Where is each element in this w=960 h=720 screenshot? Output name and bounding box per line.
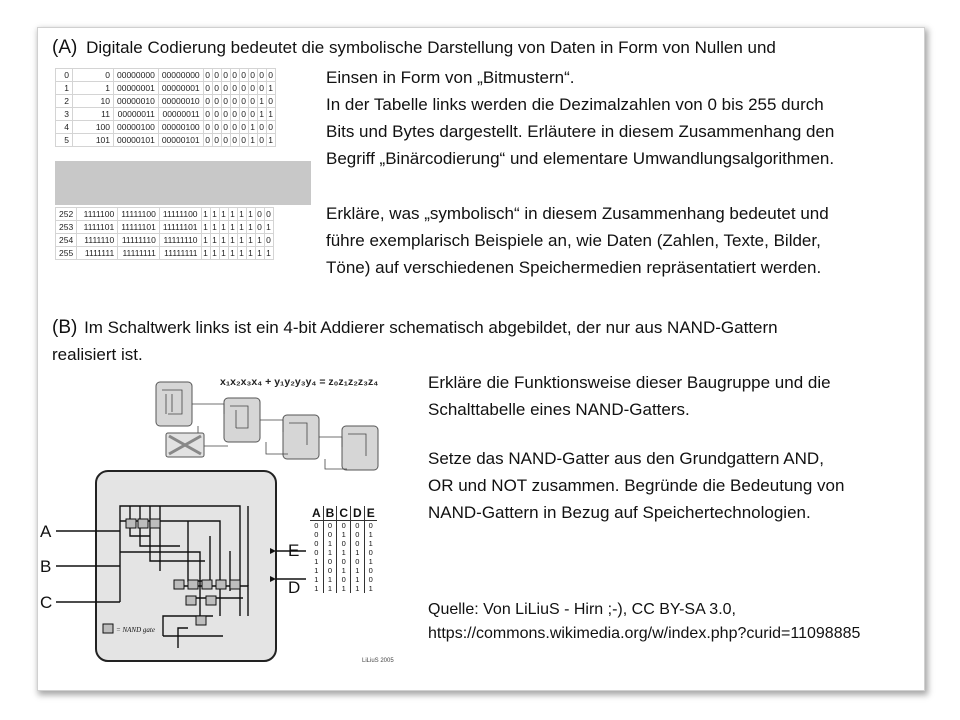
nand-gate [206,596,216,605]
adder-block-2 [224,398,260,442]
table-cell: 0 [257,134,266,147]
table-cell: 00000101 [158,134,203,147]
diagram-credit: LiLiuS 2005 [362,658,394,664]
truth-table [310,506,377,593]
table-cell: 0 [248,82,257,95]
table-cell: 00000001 [114,82,159,95]
truth-cell: 1 [314,575,319,584]
truth-cell: 1 [323,539,337,548]
table-cell: 00000100 [114,121,159,134]
table-cell: 0 [239,95,248,108]
text-line: Bits und Bytes dargestellt. Erläutere in diesem Zusammenhang den [326,122,835,141]
text-line: Erkläre die Funktionsweise dieser Baugruppe und die [428,373,831,392]
table-cell: 11 [73,108,114,121]
table-cell: 1 [266,82,275,95]
table-cell: 11111100 [159,208,201,221]
table-cell: 0 [230,121,239,134]
truth-cell: 1 [314,566,319,575]
output-label-d: D [288,578,301,597]
table-cell: 0 [212,82,221,95]
table-cell: 0 [212,69,221,82]
nand-gate [230,580,240,589]
truth-cell: 1 [323,575,337,584]
nand-gate [216,580,226,589]
nand-gate [186,596,196,605]
truth-cell: 0 [351,530,365,539]
table-cell: 00000010 [114,95,159,108]
truth-cell: 0 [364,575,377,584]
table-cell: 1 [266,134,275,147]
text-line: Erkläre, was „symbolisch“ in diesem Zusammenhang bedeutet und [326,204,829,223]
adder-formula: x₁x₂x₃x₄ + y₁y₂y₃y₄ = z₀z₁z₂z₃z₄ [220,376,379,388]
text-line: führe exemplarisch Beispiele an, wie Daten (Zahlen, Texte, Bilder, [326,231,821,250]
truth-cell: 1 [364,584,377,593]
table-cell: 0 [203,134,212,147]
input-label-a: A [40,522,52,541]
truth-header-cell: B [323,506,337,521]
truth-cell: 1 [314,557,319,566]
truth-cell: 0 [364,566,377,575]
truth-cell: 0 [351,557,365,566]
table-cell: 11111110 [159,234,201,247]
table-cell: 00000000 [114,69,159,82]
text-line: NAND-Gattern in Bezug auf Speichertechnologien. [428,503,811,522]
table-cell: 1 [56,82,73,95]
table-cell: 11111101 [118,221,160,234]
truth-cell: 0 [364,548,377,557]
nand-adder-diagram [38,28,924,690]
nand-legend-text: = NAND gate [116,626,155,634]
truth-header-cell: A [310,506,323,521]
nand-gate [138,519,148,528]
table-cell: 11111110 [118,234,160,247]
table-cell: 1 [237,247,246,260]
table-cell: 1 [237,221,246,234]
truth-cell: 0 [351,521,365,531]
table-cell: 254 [56,234,77,247]
table-cell: 4 [56,121,73,134]
table-cell: 1 [201,208,210,221]
truth-row [310,575,377,584]
table-cell: 1 [266,108,275,121]
table-cell: 0 [248,108,257,121]
table-cell: 0 [264,208,273,221]
truth-row [310,539,377,548]
truth-cell: 1 [351,575,365,584]
nand-gate [202,580,212,589]
truth-cell: 0 [323,566,337,575]
table-cell: 11111101 [159,221,201,234]
truth-cell: 1 [364,530,377,539]
table-cell: 1 [264,221,273,234]
truth-cell: 0 [351,539,365,548]
table-cell: 1 [210,221,219,234]
table-cell: 1 [246,247,255,260]
table-cell: 1111110 [77,234,118,247]
table-cell: 1 [73,82,114,95]
truth-cell: 0 [337,557,351,566]
truth-cell: 1 [364,539,377,548]
truth-row [310,584,377,593]
adder-block-3 [283,415,319,459]
table-cell: 0 [212,95,221,108]
text-line: Töne) auf verschiedenen Speichermedien repräsentatiert werden. [326,258,822,277]
table-cell: 1 [246,234,255,247]
part-b-line1: Im Schaltwerk links ist ein 4-bit Addierer schematisch abgebildet, der nur aus NAND-Gattern [84,318,778,337]
truth-cell: 1 [323,584,337,593]
table-cell: 0 [203,82,212,95]
table-cell: 100 [73,121,114,134]
text-line: https://commons.wikimedia.org/w/index.php?curid=11098885 [428,625,861,642]
table-cell: 0 [56,69,73,82]
table-cell: 1 [228,208,237,221]
table-cell: 101 [73,134,114,147]
table-cell: 0 [221,134,230,147]
table-cell: 0 [239,134,248,147]
table-cell: 00000000 [158,69,203,82]
truth-row [310,557,377,566]
table-cell: 0 [266,121,275,134]
table-cell: 0 [255,208,264,221]
truth-cell: 0 [337,539,351,548]
table-cell: 1 [219,208,228,221]
table-cell: 0 [212,121,221,134]
truth-cell: 0 [337,575,351,584]
nand-gate [150,519,160,528]
table-cell: 252 [56,208,77,221]
table-cell: 0 [221,69,230,82]
table-cell: 0 [221,108,230,121]
truth-cell: 1 [337,566,351,575]
truth-header-cell: C [337,506,351,521]
table-cell: 1 [210,234,219,247]
worksheet-page [38,28,924,690]
text-line: Quelle: Von LiLiuS - Hirn ;-), CC BY-SA 3.0, [428,601,736,618]
truth-cell: 0 [323,530,337,539]
truth-header-row [310,506,377,521]
table-cell: 00000011 [158,108,203,121]
nand-gate [196,616,206,625]
truth-cell: 1 [337,548,351,557]
truth-cell: 0 [323,521,337,531]
nand-legend-icon [103,624,113,633]
table-cell: 0 [239,69,248,82]
table-cell: 1 [201,221,210,234]
adder-block-1 [156,382,192,426]
table-cell: 1 [264,247,273,260]
truth-cell: 1 [364,557,377,566]
table-cell: 0 [230,82,239,95]
text-line: Schalttabelle eines NAND-Gatters. [428,400,690,419]
table-cell: 00000101 [114,134,159,147]
text-line: Einsen in Form von „Bitmustern“. [326,68,575,87]
table-cell: 00000011 [114,108,159,121]
table-cell: 0 [266,95,275,108]
truth-cell: 0 [337,521,351,531]
input-label-c: C [40,593,53,612]
text-line: OR und NOT zusammen. Begründe die Bedeutung von [428,476,845,495]
table-cell: 0 [248,95,257,108]
truth-cell: 1 [337,530,351,539]
table-cell: 0 [221,82,230,95]
table-cell: 1 [246,208,255,221]
table-cell: 5 [56,134,73,147]
truth-cell: 0 [314,530,319,539]
truth-header-cell: D [351,506,365,521]
table-cell: 0 [203,108,212,121]
part-b-label: (B) [52,317,78,338]
table-cell: 0 [248,69,257,82]
table-cell: 0 [73,69,114,82]
table-cell: 0 [266,69,275,82]
table-cell: 11111100 [118,208,160,221]
truth-cell: 1 [351,548,365,557]
table-cell: 0 [203,69,212,82]
table-cell: 253 [56,221,77,234]
table-cell: 00000010 [158,95,203,108]
truth-cell: 0 [323,557,337,566]
table-cell: 00000100 [158,121,203,134]
table-cell: 2 [56,95,73,108]
text-line: Begriff „Binärcodierung“ und elementare Umwandlungsalgorithmen. [326,149,835,168]
table-cell: 0 [239,121,248,134]
table-cell: 1 [248,134,257,147]
part-a-label: (A) [52,37,78,58]
table-cell: 0 [239,108,248,121]
table-cell: 0 [230,134,239,147]
table-cell: 0 [239,82,248,95]
table-cell: 0 [203,95,212,108]
table-cell: 1 [210,208,219,221]
truth-row [310,521,377,531]
truth-cell: 1 [337,584,351,593]
crossover-symbol [166,433,204,457]
truth-header-cell: E [364,506,377,521]
truth-cell: 0 [314,521,319,530]
adder-block-4 [342,426,378,470]
table-cell: 0 [230,95,239,108]
truth-row [310,548,377,557]
truth-cell: 0 [314,539,319,548]
table-cell: 1 [219,247,228,260]
table-cell: 0 [221,95,230,108]
table-cell: 1 [237,234,246,247]
nand-gate [174,580,184,589]
table-cell: 0 [203,121,212,134]
truth-cell: 1 [314,584,319,593]
table-cell: 1 [237,208,246,221]
text-line: In der Tabelle links werden die Dezimalzahlen von 0 bis 255 durch [326,95,824,114]
truth-row [310,566,377,575]
table-cell: 1 [228,221,237,234]
table-cell: 0 [257,82,266,95]
table-cell: 1 [257,108,266,121]
table-cell: 0 [212,134,221,147]
table-cell: 1 [228,234,237,247]
table-cell: 00000001 [158,82,203,95]
table-cell: 0 [221,121,230,134]
input-label-b: B [40,557,52,576]
truth-cell: 1 [323,548,337,557]
table-cell: 0 [212,108,221,121]
table-cell: 1 [228,247,237,260]
table-cell: 1 [248,121,257,134]
table-cell: 1 [257,95,266,108]
text-line: Setze das NAND-Gatter aus den Grundgattern AND, [428,449,824,468]
table-cell: 1111111 [77,247,118,260]
table-cell: 255 [56,247,77,260]
table-cell: 0 [230,69,239,82]
table-cell: 0 [257,121,266,134]
table-cell: 1 [219,234,228,247]
truth-cell: 1 [351,566,365,575]
table-cell: 11111111 [118,247,160,260]
table-cell: 1 [255,234,264,247]
table-cell: 3 [56,108,73,121]
table-cell: 1 [255,247,264,260]
part-a-line1: Digitale Codierung bedeutet die symbolische Darstellung von Daten in Form von Nullen und [86,38,776,57]
table-cell: 0 [257,69,266,82]
truth-row [310,530,377,539]
table-cell: 1 [201,234,210,247]
table-cell: 1111101 [77,221,118,234]
part-b-line2: realisiert ist. [52,345,143,364]
truth-cell: 0 [364,521,377,531]
table-cell: 0 [230,108,239,121]
table-cell: 0 [255,221,264,234]
table-cell: 0 [264,234,273,247]
table-cell: 11111111 [159,247,201,260]
table-cell: 10 [73,95,114,108]
nand-gate [188,580,198,589]
table-cell: 1 [246,221,255,234]
table-cell: 1111100 [77,208,118,221]
output-label-e: E [288,541,300,560]
nand-gate [126,519,136,528]
truth-cell: 1 [351,584,365,593]
table-cell: 1 [201,247,210,260]
truth-cell: 0 [314,548,319,557]
table-cell: 1 [219,221,228,234]
table-cell: 1 [210,247,219,260]
